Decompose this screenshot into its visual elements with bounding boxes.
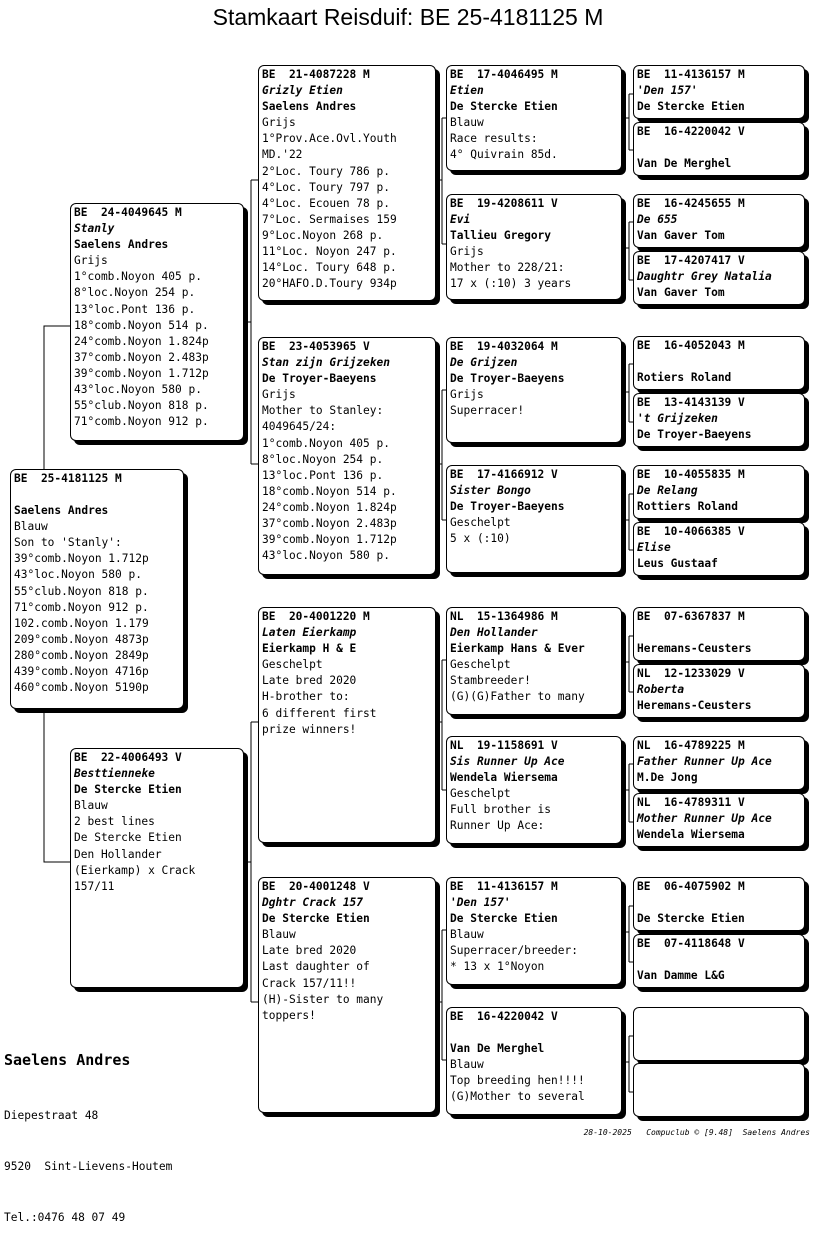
ring-number: NL 12-1233029 V (637, 667, 745, 680)
pigeon-name (14, 487, 183, 503)
pigeon-name (637, 1081, 804, 1097)
owner-name: Saelens Andres (74, 238, 169, 252)
info-line: 24°comb.Noyon 1.824p (74, 334, 209, 348)
info-line: Blauw (262, 928, 296, 942)
info-line: 55°club.Noyon 818 p. (14, 584, 149, 598)
owner-name: Eierkamp Hans & Ever (450, 642, 585, 656)
info-line: (H)-Sister to many (262, 992, 384, 1006)
owner-name: Leus Gustaaf (637, 557, 718, 571)
info-line: De Stercke Etien (74, 831, 182, 845)
pigeon-name: 'Den 157' (637, 84, 698, 98)
owner-name: Van Damme L&G (637, 969, 725, 983)
connector-sss-parents (624, 94, 633, 150)
owner-name: De Troyer-Baeyens (450, 372, 565, 386)
info-line: 1°comb.Noyon 405 p. (74, 270, 202, 284)
info-line: 71°comb.Noyon 912 p. (14, 600, 149, 614)
info-line: Late bred 2020 (262, 674, 357, 688)
info-line: 102.comb.Noyon 1.179 (14, 616, 149, 630)
info-line: H-brother to: (262, 690, 350, 704)
owner-name: De Stercke Etien (262, 912, 370, 926)
info-line: Blauw (450, 1058, 484, 1072)
ring-number: NL 16-4789311 V (637, 796, 745, 809)
info-line: 14°Loc. Toury 648 p. (262, 261, 397, 275)
pigeon-name: Elise (637, 541, 671, 555)
info-line: 1°Prov.Ace.Ovl.Youth (262, 132, 397, 146)
pigeon-name: 't Grijzeken (637, 412, 718, 426)
info-line: 4°Loc. Ecouen 78 p. (262, 196, 390, 210)
ring-number: BE 10-4066385 V (637, 525, 745, 538)
info-line: Grijs (262, 388, 296, 402)
info-line: 11°Loc. Noyon 247 p. (262, 245, 397, 259)
info-line: 439°comb.Noyon 4716p (14, 665, 149, 679)
pigeon-name: Stanly (74, 222, 115, 236)
ring-number: BE 07-6367837 M (637, 610, 745, 623)
ring-number: BE 17-4207417 V (637, 254, 745, 267)
connector-dd-parents (437, 930, 446, 1060)
owner-name: Rotiers Roland (637, 371, 732, 385)
owner-name: Van De Merghel (637, 157, 732, 171)
pigeon-name (637, 1025, 804, 1041)
owner-name: Van Gaver Tom (637, 286, 725, 300)
info-line: 39°comb.Noyon 1.712p (14, 552, 149, 566)
info-line: Last daughter of (262, 960, 370, 974)
info-line: Mother to 228/21: (450, 261, 565, 275)
owner-name: De Stercke Etien (637, 100, 745, 114)
info-line: 71°comb.Noyon 912 p. (74, 415, 209, 429)
info-line: Crack 157/11!! (262, 976, 357, 990)
info-line: 6 different first (262, 706, 377, 720)
ring-number: BE 17-4166912 V (450, 468, 558, 481)
pigeon-name: Grizly Etien (262, 84, 343, 98)
info-line: 18°comb.Noyon 514 p. (74, 318, 209, 332)
pigeon-name: Laten Eierkamp (262, 626, 357, 640)
info-line: 4°Loc. Toury 797 p. (262, 180, 390, 194)
pedigree-card-g12 (633, 793, 805, 847)
ring-number: BE 22-4006493 V (74, 751, 182, 764)
owner-name: De Stercke Etien (450, 912, 558, 926)
ring-number: BE 13-4143139 V (637, 396, 745, 409)
owner-name: Wendela Wiersema (637, 828, 745, 842)
owner-name: Van Gaver Tom (637, 229, 725, 243)
info-line: 24°comb.Noyon 1.824p (262, 500, 397, 514)
info-line: Mother to Stanley: (262, 404, 384, 418)
ring-number: BE 16-4245655 M (637, 197, 745, 210)
pigeon-name (450, 1025, 621, 1041)
pigeon-name: 'Den 157' (450, 896, 511, 910)
info-line: 20°HAFO.D.Toury 934p (262, 277, 397, 291)
pedigree-card-g13 (633, 877, 805, 931)
pigeon-name: Sis Runner Up Ace (450, 755, 565, 769)
info-line: 4049645/24: (262, 420, 337, 434)
pigeon-name: Stan zijn Grijzeken (262, 356, 390, 370)
ring-number: BE 06-4075902 M (637, 880, 745, 893)
pedigree-card-dam-sire (258, 607, 436, 843)
ring-number: BE 11-4136157 M (450, 880, 558, 893)
pigeon-name: Mother Runner Up Ace (637, 812, 772, 826)
owner-name: Saelens Andres (262, 100, 357, 114)
pedigree-card-g16 (633, 1063, 805, 1117)
connector-dds-parents (624, 906, 633, 962)
info-line: 2 best lines (74, 815, 155, 829)
info-line: 8°loc.Noyon 254 p. (262, 452, 384, 466)
info-line: 209°comb.Noyon 4873p (14, 632, 149, 646)
info-line: Blauw (450, 116, 484, 130)
pedigree-card-ssd (446, 194, 622, 300)
info-line: Son to 'Stanly': (14, 536, 122, 550)
pigeon-name (637, 895, 804, 911)
info-line: Runner Up Ace: (450, 819, 545, 833)
connector-sds-parents (624, 364, 633, 422)
ring-number: BE 21-4087228 M (262, 68, 370, 81)
pedigree-card-g5 (633, 336, 805, 390)
pedigree-card-sss (446, 65, 622, 171)
owner-name: Eierkamp H & E (262, 642, 357, 656)
pigeon-name: Dghtr Crack 157 (262, 896, 364, 910)
pigeon-name: Daughtr Grey Natalia (637, 270, 772, 284)
footer-software: Compuclub © [9.48] (646, 1128, 733, 1137)
ring-number: NL 16-4789225 M (637, 739, 745, 752)
ring-number: BE 07-4118648 V (637, 937, 745, 950)
pedigree-card-g2 (633, 122, 805, 176)
owner-name: Tallieu Gregory (450, 229, 552, 243)
pedigree-card-g4 (633, 251, 805, 305)
info-line: toppers! (262, 1008, 316, 1022)
info-line: 39°comb.Noyon 1.712p (262, 533, 397, 547)
ring-number: BE 19-4208611 V (450, 197, 558, 210)
connector-dam-parents (243, 722, 258, 1002)
owner-name (637, 1041, 804, 1057)
owner-name: De Troyer-Baeyens (637, 428, 752, 442)
footer (584, 1128, 810, 1137)
info-line: Full brother is (450, 803, 552, 817)
pedigree-card-ddd (446, 1007, 622, 1115)
owner-name: De Troyer-Baeyens (450, 500, 565, 514)
owner-name: M.De Jong (637, 771, 698, 785)
ring-number: BE 16-4220042 V (637, 125, 745, 138)
pigeon-name (637, 952, 804, 968)
info-line: 55°club.Noyon 818 p. (74, 399, 209, 413)
footer-owner: Saelens Andres (742, 1128, 810, 1137)
info-line: Race results: (450, 132, 538, 146)
connector-sire-parents (243, 180, 258, 464)
breeder-city: 9520 Sint-Lievens-Houtem (4, 1160, 173, 1173)
page-title: Stamkaart Reisduif: BE 25-4181125 M (212, 4, 604, 30)
info-line: 1°comb.Noyon 405 p. (262, 436, 390, 450)
owner-name: Heremans-Ceusters (637, 642, 752, 656)
pedigree-card-g9 (633, 607, 805, 661)
info-line: 2°Loc. Toury 786 p. (262, 164, 390, 178)
info-line: Grijs (450, 245, 484, 259)
info-line: Geschelpt (262, 658, 323, 672)
pedigree-card-g14 (633, 934, 805, 988)
breeder-street: Diepestraat 48 (4, 1109, 99, 1122)
connector-sd-parents (437, 390, 446, 520)
breeder-name: Saelens Andres (4, 1051, 131, 1069)
owner-name: De Stercke Etien (450, 100, 558, 114)
pigeon-name: Etien (450, 84, 484, 98)
footer-date: 28-10-2025 (583, 1128, 632, 1137)
ring-number: BE 17-4046495 M (450, 68, 558, 81)
info-line: 18°comb.Noyon 514 p. (262, 484, 397, 498)
pedigree-card-sire-dam (258, 337, 436, 575)
ring-number: NL 15-1364986 M (450, 610, 558, 623)
info-line: Den Hollander (74, 847, 162, 861)
info-line: Late bred 2020 (262, 944, 357, 958)
ring-number: BE 20-4001220 M (262, 610, 370, 623)
pedigree-card-dds (446, 877, 622, 985)
info-line: 43°loc.Noyon 580 p. (14, 568, 142, 582)
owner-name: Saelens Andres (14, 504, 109, 518)
info-line: 157/11 (74, 879, 115, 893)
info-line: 280°comb.Noyon 2849p (14, 648, 149, 662)
ring-number: NL 19-1158691 V (450, 739, 558, 752)
pigeon-name (637, 625, 804, 641)
info-line: 37°comb.Noyon 2.483p (74, 350, 209, 364)
owner-name: De Troyer-Baeyens (262, 372, 377, 386)
pedigree-card-g3 (633, 194, 805, 248)
owner-name: Van De Merghel (450, 1042, 545, 1056)
info-line: Stambreeder! (450, 674, 531, 688)
info-line: 13°loc.Pont 136 p. (74, 302, 196, 316)
ring-number: BE 19-4032064 M (450, 340, 558, 353)
info-line: 13°loc.Pont 136 p. (262, 468, 384, 482)
pedigree-card-g8 (633, 522, 805, 576)
pedigree-card-sire (70, 203, 244, 441)
info-line: 17 x (:10) 3 years (450, 277, 572, 291)
info-line: Blauw (450, 928, 484, 942)
pigeon-name: Father Runner Up Ace (637, 755, 772, 769)
pedigree-card-dam (70, 748, 244, 988)
pigeon-name: Roberta (637, 683, 685, 697)
owner-name: De Stercke Etien (637, 912, 745, 926)
pedigree-card-g1 (633, 65, 805, 119)
info-line: 8°loc.Noyon 254 p. (74, 286, 196, 300)
info-line: Superracer/breeder: (450, 944, 578, 958)
pedigree-card-sdd (446, 465, 622, 573)
owner-name: Heremans-Ceusters (637, 699, 752, 713)
info-line: 43°loc.Noyon 580 p. (262, 549, 390, 563)
info-line: Top breeding hen!!!! (450, 1074, 585, 1088)
owner-name: Wendela Wiersema (450, 771, 558, 785)
info-line: MD.'22 (262, 148, 303, 162)
pigeon-name: De 655 (637, 213, 678, 227)
ring-number: BE 16-4052043 M (637, 339, 745, 352)
info-line: * 13 x 1°Noyon (450, 960, 545, 974)
info-line: Grijs (450, 388, 484, 402)
info-line: (G)(G)Father to many (450, 690, 585, 704)
pedigree-card-dsd (446, 736, 622, 844)
owner-name (637, 1097, 804, 1113)
owner-name: De Stercke Etien (74, 783, 182, 797)
info-line: (Eierkamp) x Crack (74, 863, 196, 877)
pigeon-name: Den Hollander (450, 626, 538, 640)
info-line: (G)Mother to several (450, 1090, 585, 1104)
connector-ds-parents (437, 660, 446, 790)
info-line: 7°Loc. Sermaises 159 (262, 212, 397, 226)
connector-dss-parents (624, 636, 633, 692)
ring-number: BE 16-4220042 V (450, 1010, 558, 1023)
connector-ssd-parents (624, 222, 633, 280)
pedigree-card-subject (10, 469, 184, 709)
info-line: 37°comb.Noyon 2.483p (262, 517, 397, 531)
info-line: Blauw (74, 799, 108, 813)
ring-number: BE 24-4049645 M (74, 206, 182, 219)
pedigree-card-g15 (633, 1007, 805, 1061)
pigeon-name (637, 354, 804, 370)
connector-ss-parents (437, 118, 446, 244)
pigeon-name: Sister Bongo (450, 484, 531, 498)
info-line: Grijs (262, 116, 296, 130)
info-line: Superracer! (450, 404, 525, 418)
pedigree-card-g10 (633, 664, 805, 718)
pigeon-name: Besttienneke (74, 767, 155, 781)
ring-number: BE 10-4055835 M (637, 468, 745, 481)
ring-number (637, 1009, 804, 1025)
pedigree-card-sds (446, 337, 622, 443)
ring-number: BE 20-4001248 V (262, 880, 370, 893)
ring-number (637, 1065, 804, 1081)
pigeon-name: Evi (450, 213, 471, 227)
pedigree-card-g7 (633, 465, 805, 519)
pedigree-card-g11 (633, 736, 805, 790)
pedigree-card-g6 (633, 393, 805, 447)
info-line: Geschelpt (450, 787, 511, 801)
ring-number: BE 25-4181125 M (14, 472, 122, 485)
ring-number: BE 11-4136157 M (637, 68, 745, 81)
info-line: 39°comb.Noyon 1.712p (74, 366, 209, 380)
info-line: Geschelpt (450, 658, 511, 672)
info-line: 5 x (:10) (450, 532, 511, 546)
info-line: 9°Loc.Noyon 268 p. (262, 228, 384, 242)
ring-number: BE 23-4053965 V (262, 340, 370, 353)
pedigree-card-dam-dam (258, 877, 436, 1113)
info-line: Grijs (74, 254, 108, 268)
info-line: Blauw (14, 520, 48, 534)
breeder-info (4, 1018, 172, 1243)
breeder-phone: Tel.:0476 48 07 49 (4, 1211, 126, 1224)
info-line: 460°comb.Noyon 5190p (14, 681, 149, 695)
pedigree-card-dss (446, 607, 622, 715)
owner-name: Rottiers Roland (637, 500, 739, 514)
pigeon-name: De Grijzen (450, 356, 518, 370)
info-line: prize winners! (262, 722, 357, 736)
pigeon-name (637, 140, 804, 156)
info-line: 43°loc.Noyon 580 p. (74, 383, 202, 397)
info-line: Geschelpt (450, 516, 511, 530)
pedigree-card-sire-sire (258, 65, 436, 301)
pigeon-name: De Relang (637, 484, 698, 498)
connector-ddd-parents (624, 1036, 633, 1092)
connector-sdd-parents (624, 494, 633, 550)
connector-dsd-parents (624, 764, 633, 822)
info-line: 4° Quivrain 85d. (450, 148, 558, 162)
